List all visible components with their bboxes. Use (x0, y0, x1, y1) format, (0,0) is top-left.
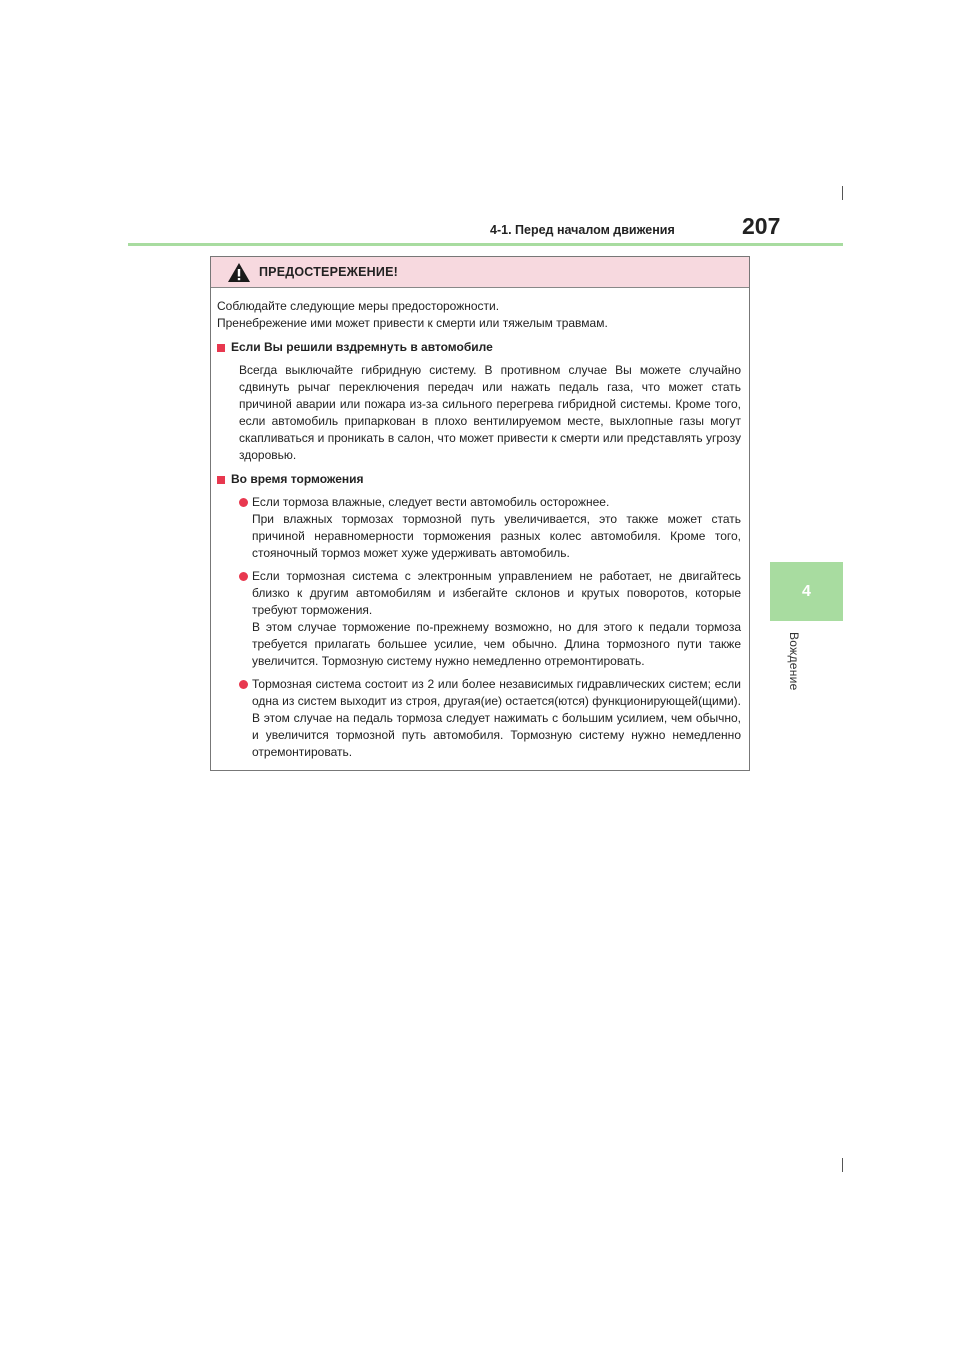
list-item-line: Тормозная система состоит из 2 или более независимых гидравлических систем; если одна из систем выходит из строя, другая(ие) остается(ются) функционирующей(щими). В этом случае на педаль тормоза следует нажимать с большим усилием, чем обычно, и увеличится тормозной путь автомобиля. Тормозную систему нужно немедленно отремонтировать. (252, 677, 741, 759)
intro-line: Соблюдайте следующие меры предосторожности. (217, 299, 500, 313)
page-number: 207 (742, 213, 781, 239)
list-item-line: Если тормозная система с электронным управлением не работает, не двигайтесь близко к другим автомобилям и избегайте склонов и крутых поворотов, которые требуют торможения. (252, 569, 741, 617)
section-heading-text: Во время торможения (231, 472, 364, 486)
list-item-text (252, 568, 741, 670)
list-item-line: Если тормоза влажные, следует вести автомобиль осторожнее. (252, 495, 610, 509)
list-item (239, 676, 741, 761)
square-bullet-icon (217, 344, 225, 352)
crop-mark-top (842, 186, 843, 200)
list-item (239, 494, 741, 562)
warning-title: ПРЕДОСТЕРЕЖЕНИЕ! (259, 265, 398, 279)
crop-mark-bottom (842, 1158, 843, 1172)
header-rule (128, 243, 843, 246)
circle-bullet-icon (239, 572, 248, 581)
square-bullet-icon (217, 476, 225, 484)
section-title: 4-1. Перед началом движения (490, 223, 675, 237)
section-nap (217, 339, 741, 464)
warning-box (210, 256, 750, 771)
warning-triangle-icon (227, 262, 251, 283)
chapter-number: 4 (802, 582, 811, 600)
chapter-tab (770, 562, 843, 621)
chapter-label: Вождение (787, 632, 801, 691)
intro-line: Пренебрежение ими может привести к смерти или тяжелым травмам. (217, 316, 608, 330)
list-item-line: В этом случае торможение по-прежнему возможно, но для этого к педали тормоза требуется прилагать большее усилие, чем обычно. Длина тормозного пути также увеличится. Тормозную систему нужно немедленно отремонтировать. (252, 620, 741, 668)
warning-header (211, 257, 749, 288)
circle-bullet-icon (239, 498, 248, 507)
warning-body (211, 288, 749, 761)
warning-intro (217, 298, 741, 332)
section-heading-text: Если Вы решили вздремнуть в автомобиле (231, 340, 493, 354)
list-item (239, 568, 741, 670)
list-item-text (252, 676, 741, 761)
section-braking (217, 471, 741, 761)
section-paragraph: Всегда выключайте гибридную систему. В противном случае Вы можете случайно сдвинуть рычаг переключения передач или нажать педаль газа, что может стать причиной аварии или пожара из-за сильного перегрева гибридной системы. Кроме того, если автомобиль припаркован в плохо вентилируемом месте, выхлопные газы могут скапливаться и проникать в салон, что может привести к смерти или представлять угрозу здоровью. (239, 363, 741, 462)
section-heading (217, 471, 741, 488)
circle-bullet-icon (239, 680, 248, 689)
section-heading (217, 339, 741, 356)
list-item-text (252, 494, 741, 562)
list-item-line: При влажных тормозах тормозной путь увеличивается, это также может стать причиной неравномерности торможения разных колес автомобиля. Кроме того, стояночный тормоз может хуже удерживать автомобиль. (252, 512, 741, 560)
